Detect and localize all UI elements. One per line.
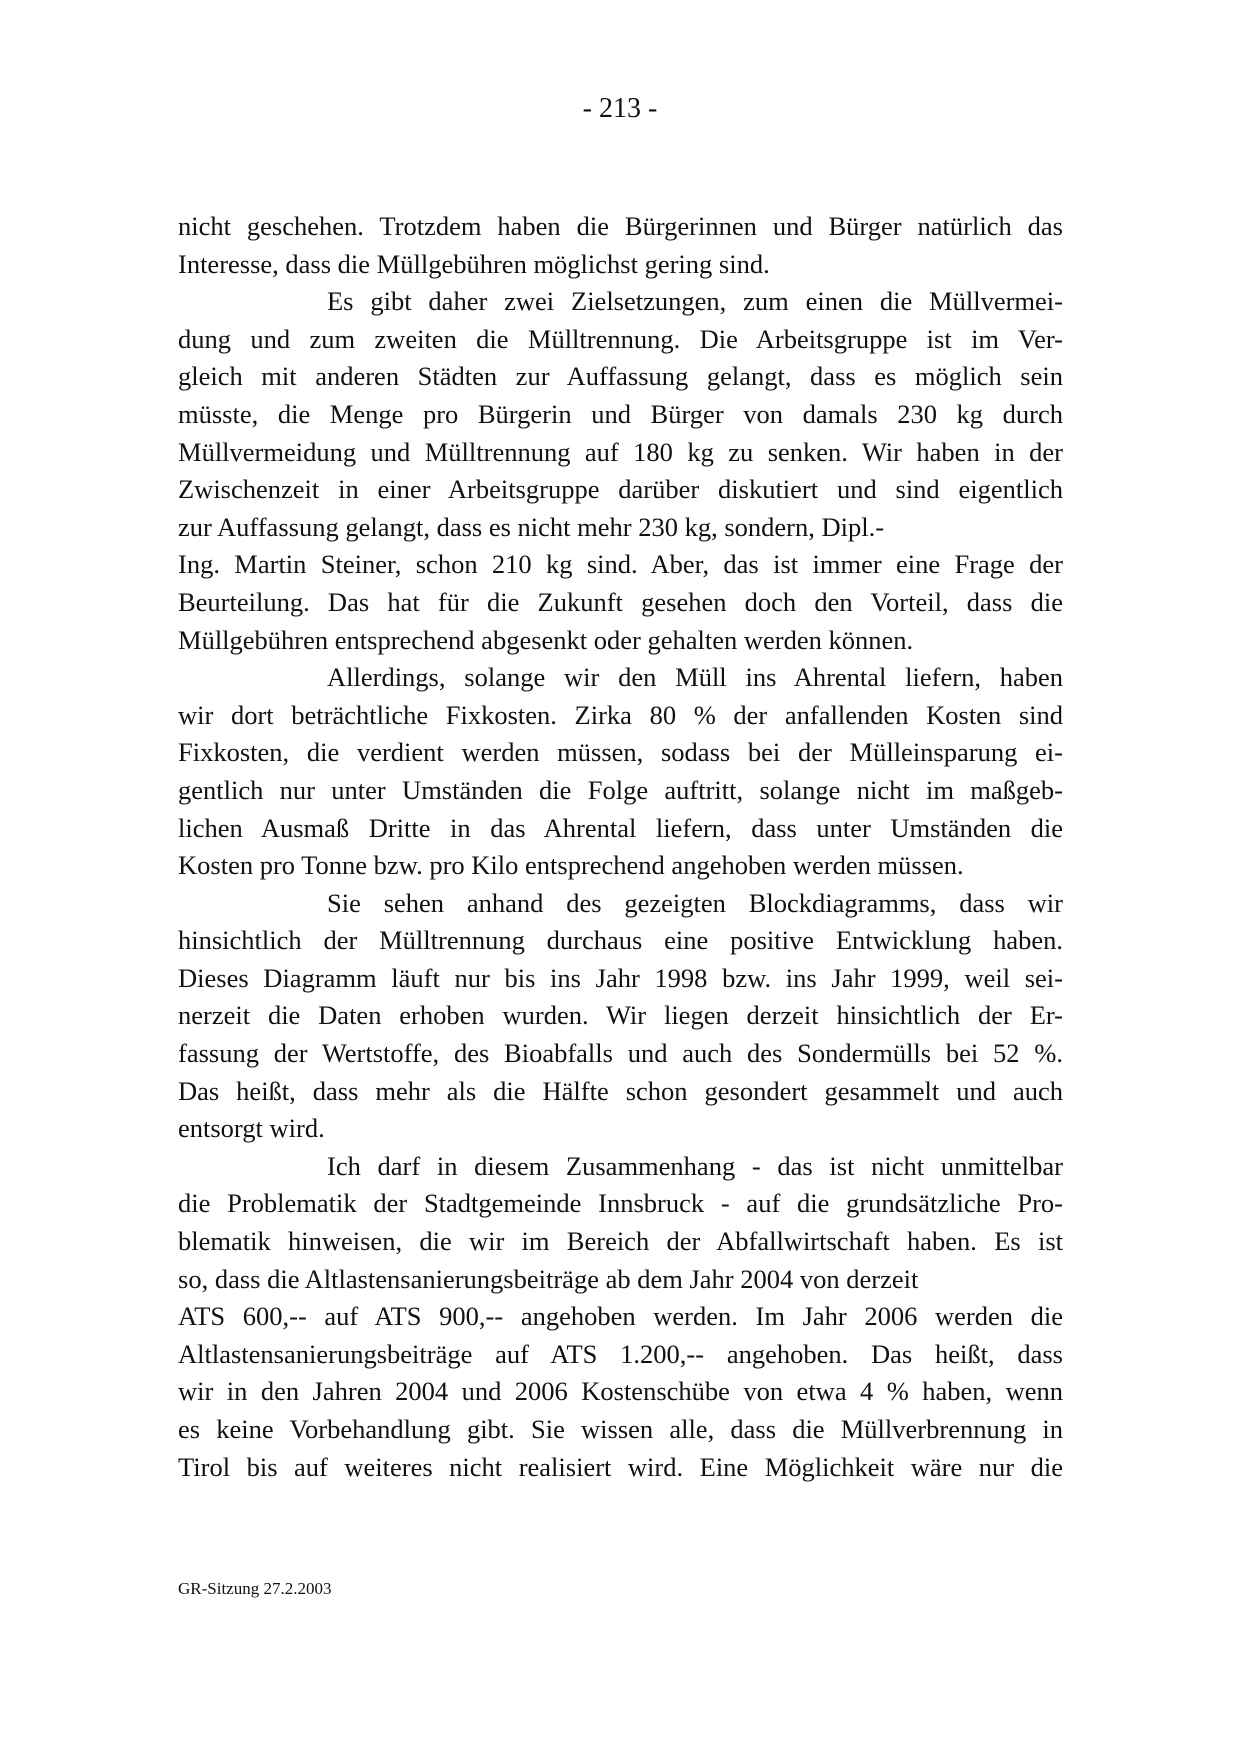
text-line: Fixkosten, die verdient werden müssen, sodass bei der Mülleinsparung ei-	[178, 737, 1063, 768]
text-line: Müllgebühren entsprechend abgesenkt oder gehalten werden können.	[178, 624, 914, 655]
text-line: Zwischenzeit in einer Arbeitsgruppe darüber diskutiert und sind eigentlich	[178, 474, 1063, 505]
text-line: nerzeit die Daten erhoben wurden. Wir liegen derzeit hinsichtlich der Er-	[178, 1000, 1063, 1031]
text-line: Das heißt, dass mehr als die Hälfte schon gesondert gesammelt und auch	[178, 1075, 1063, 1106]
text-line: Ich darf in diesem Zusammenhang - das ist nicht unmittelbar	[327, 1150, 1063, 1181]
text-line: Dieses Diagramm läuft nur bis ins Jahr 1998 bzw. ins Jahr 1999, weil sei-	[178, 962, 1063, 993]
text-line: gleich mit anderen Städten zur Auffassung gelangt, dass es möglich sein	[178, 361, 1063, 392]
text-line: Interesse, dass die Müllgebühren möglichst gering sind.	[178, 248, 770, 279]
text-line: ATS 600,-- auf ATS 900,-- angehoben werden. Im Jahr 2006 werden die	[178, 1301, 1063, 1332]
text-line: fassung der Wertstoffe, des Bioabfalls und auch des Sondermülls bei 52 %.	[178, 1038, 1063, 1069]
footer: GR-Sitzung 27.2.2003	[178, 1579, 332, 1598]
text-line: wir dort beträchtliche Fixkosten. Zirka 80 % der anfallenden Kosten sind	[178, 699, 1063, 730]
text-line: Altlastensanierungsbeiträge auf ATS 1.200,-- angehoben. Das heißt, dass	[178, 1338, 1063, 1369]
text-line: lichen Ausmaß Dritte in das Ahrental liefern, dass unter Umständen die	[178, 812, 1063, 843]
body-text	[178, 208, 1063, 1486]
text-line: zur Auffassung gelangt, dass es nicht mehr 230 kg, sondern, Dipl.-	[178, 511, 885, 542]
text-line: die Problematik der Stadtgemeinde Innsbruck - auf die grundsätzliche Pro-	[178, 1188, 1063, 1219]
text-line: Tirol bis auf weiteres nicht realisiert wird. Eine Möglichkeit wäre nur die	[178, 1451, 1063, 1482]
text-line: Allerdings, solange wir den Müll ins Ahrental liefern, haben	[327, 662, 1063, 693]
text-line: dung und zum zweiten die Mülltrennung. Die Arbeitsgruppe ist im Ver-	[178, 323, 1063, 354]
text-line: Beurteilung. Das hat für die Zukunft gesehen doch den Vorteil, dass die	[178, 586, 1063, 617]
text-line: hinsichtlich der Mülltrennung durchaus eine positive Entwicklung haben.	[178, 925, 1063, 956]
text-line: entsorgt wird.	[178, 1113, 325, 1144]
text-line: Sie sehen anhand des gezeigten Blockdiagramms, dass wir	[327, 887, 1063, 918]
text-line: Kosten pro Tonne bzw. pro Kilo entsprechend angehoben werden müssen.	[178, 850, 964, 881]
text-line: Müllvermeidung und Mülltrennung auf 180 kg zu senken. Wir haben in der	[178, 436, 1063, 467]
text-line: so, dass die Altlastensanierungsbeiträge ab dem Jahr 2004 von derzeit	[178, 1263, 919, 1294]
text-line: müsste, die Menge pro Bürgerin und Bürger von damals 230 kg durch	[178, 398, 1063, 429]
page-number: - 213 -	[582, 93, 658, 124]
text-line: nicht geschehen. Trotzdem haben die Bürgerinnen und Bürger natürlich das	[178, 211, 1063, 241]
text-line: wir in den Jahren 2004 und 2006 Kostenschübe von etwa 4 % haben, wenn	[178, 1376, 1063, 1407]
text-line: Ing. Martin Steiner, schon 210 kg sind. Aber, das ist immer eine Frage der	[178, 549, 1063, 580]
text-line: gentlich nur unter Umständen die Folge auftritt, solange nicht im maßgeb-	[178, 774, 1063, 805]
text-line: Es gibt daher zwei Zielsetzungen, zum einen die Müllvermei-	[327, 286, 1063, 317]
text-line: es keine Vorbehandlung gibt. Sie wissen alle, dass die Müllverbrennung in	[178, 1414, 1063, 1444]
text-line: blematik hinweisen, die wir im Bereich der Abfallwirtschaft haben. Es ist	[178, 1226, 1063, 1257]
